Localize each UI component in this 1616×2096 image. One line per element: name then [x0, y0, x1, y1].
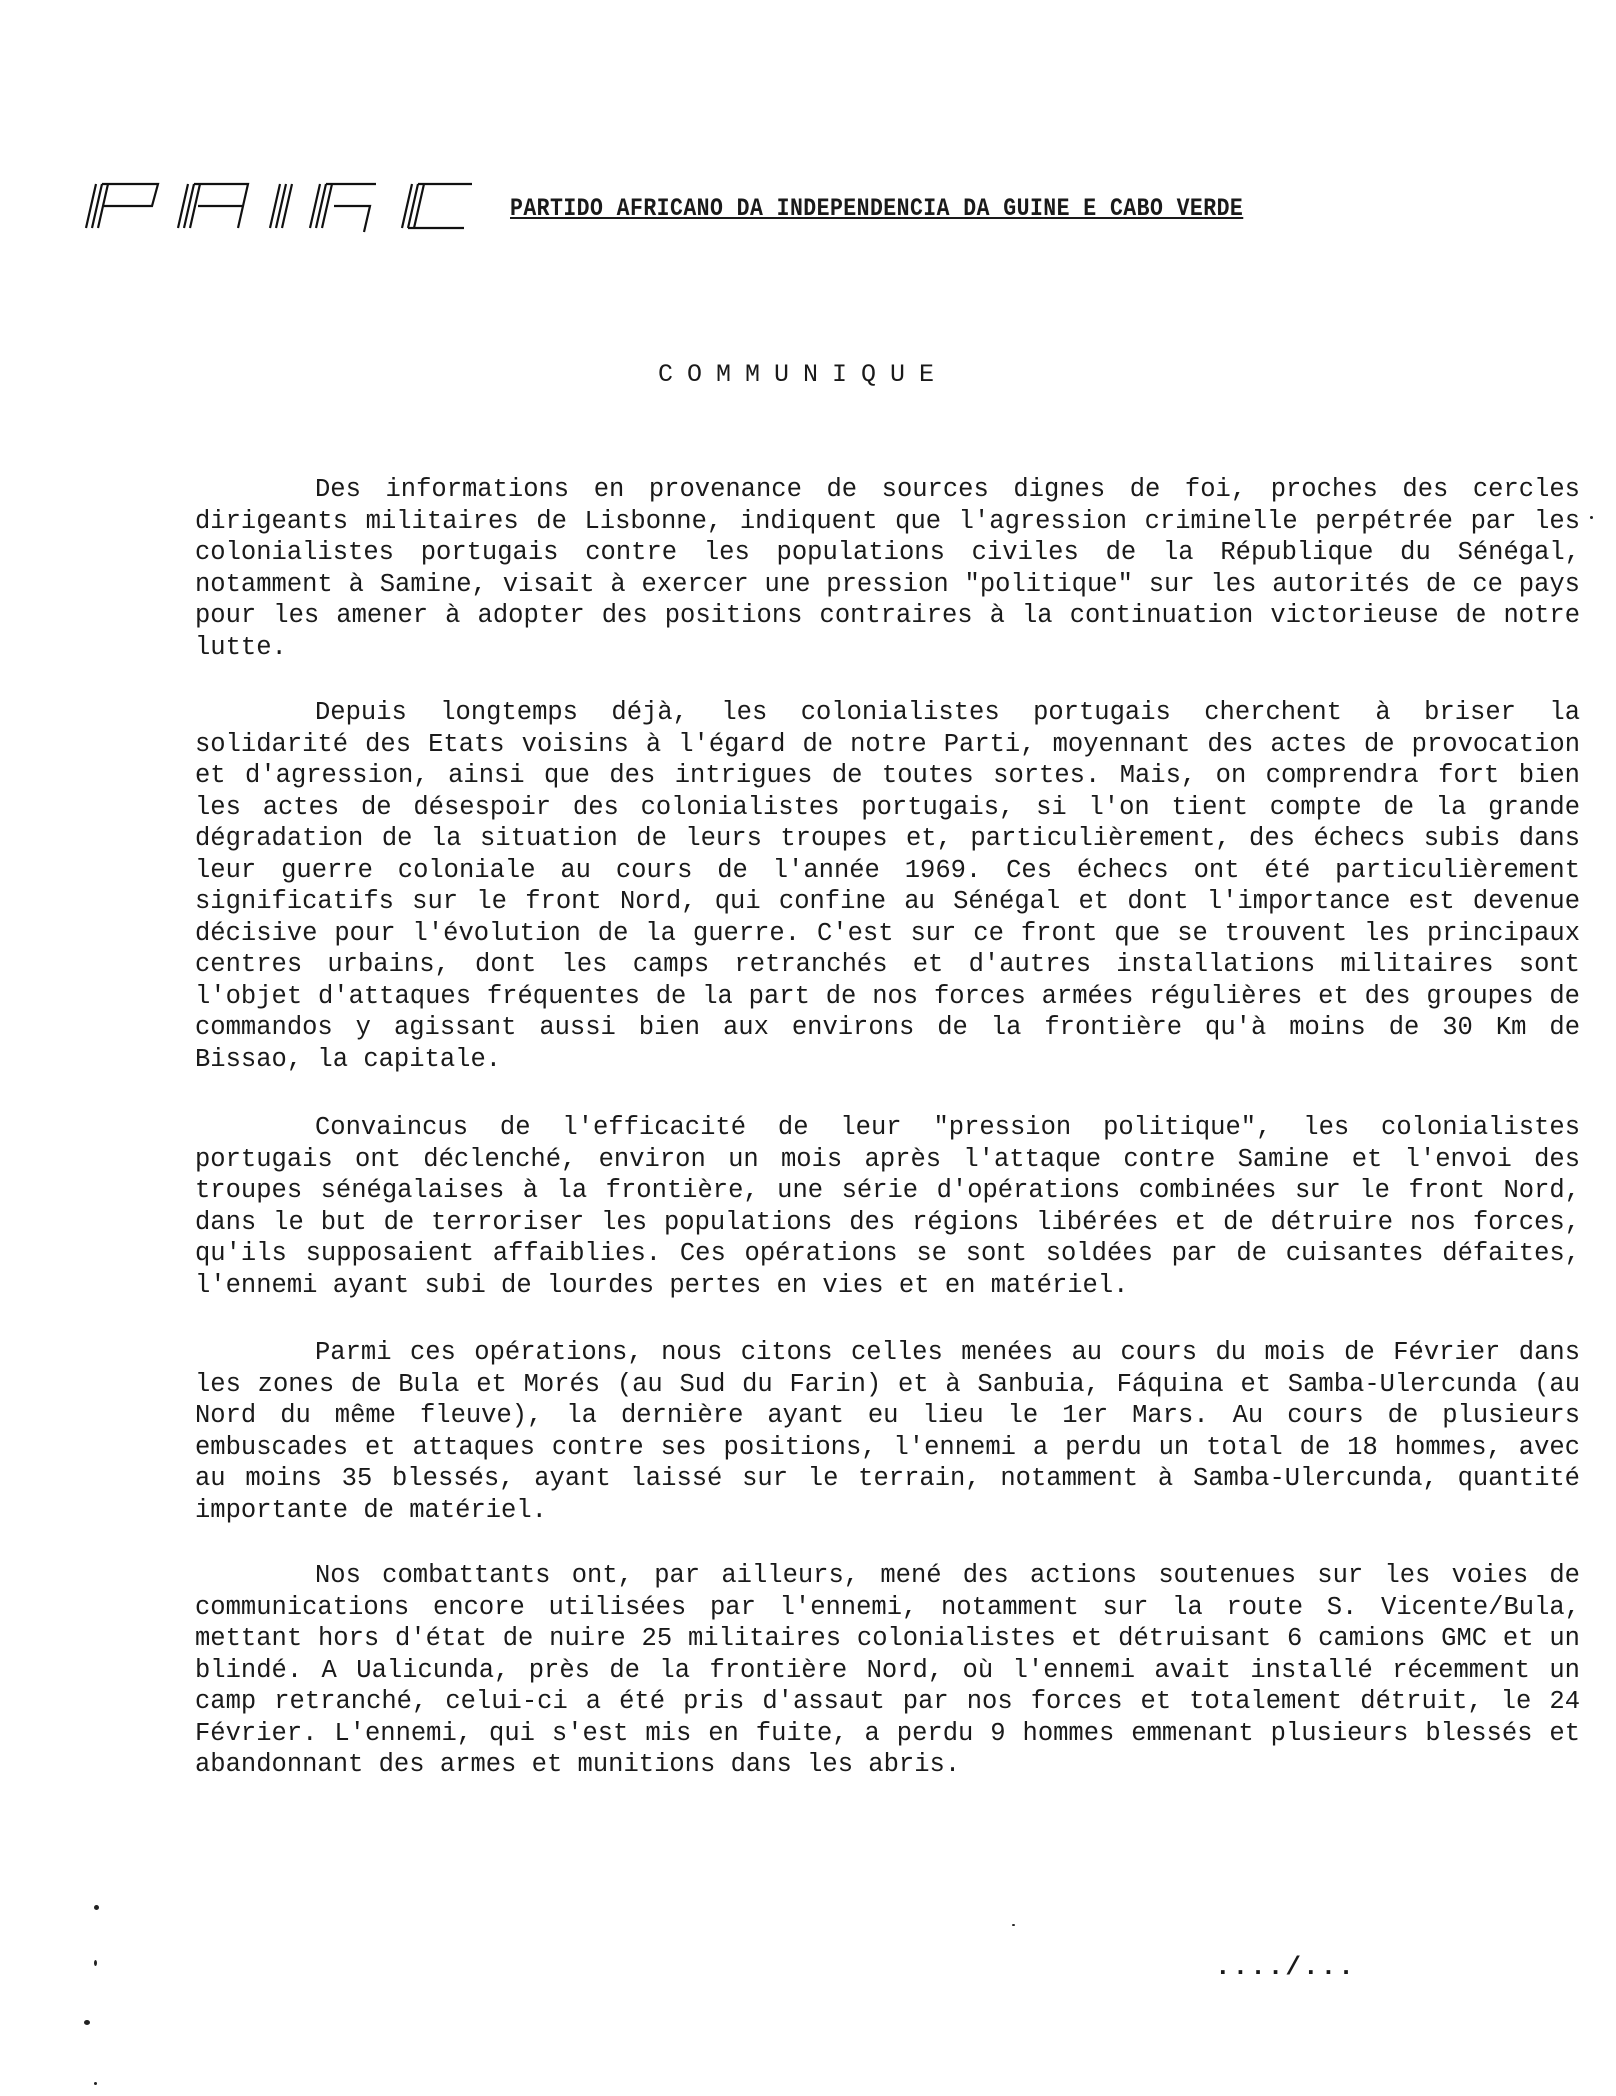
communique-body [195, 474, 1580, 1818]
paragraph-2: Depuis longtemps déjà, les colonialistes portugais cherchent à briser la solidarité des Etats voisins à l'égard de notre Parti, moyennant des actes de provocation et d'agression, ainsi que des intrigues de toutes sortes. Mais, on comprendra fort bien les actes de désespoir des colonialistes portugais, si l'on tient compte de la grande dégradation de la situation de leurs troupes et, particulièrement, des échecs subis dans leur guerre coloniale au cours de l'année 1969. Ces échecs ont été particulièrement significatifs sur le front Nord, qui confine au Sénégal et dont l'importance est devenue décisive pour l'évolution de la guerre. C'est sur ce front que se trouvent les principaux centres urbains, dont les camps retranchés et d'autres installations militaires sont l'objet d'attaques fréquentes de la part de nos forces armées régulières et des groupes de commandos y agissant aussi bien aux environs de la frontière qu'à moins de 30 Km de Bissao, la capitale. [195, 698, 1580, 1074]
paragraph-5: Nos combattants ont, par ailleurs, mené des actions soutenues sur les voies de communications encore utilisées par l'ennemi, notamment sur la route S. Vicente/Bula, mettant hors d'état de nuire 25 militaires colonialistes et détruisant 6 camions GMC et un blindé. A Ualicunda, près de la frontière Nord, où l'ennemi avait installé récemment un camp retranché, celui-ci a été pris d'assaut par nos forces et totalement détruit, le 24 Février. L'ennemi, qui s'est mis en fuite, a perdu 9 hommes emmenant plusieurs blessés et abandonnant des armes et munitions dans les abris. [195, 1561, 1580, 1779]
paragraph-1: Des informations en provenance de sources dignes de foi, proches des cercles dirigeants militaires de Lisbonne, indiquent que l'agression criminelle perpétrée par les colonialistes portugais contre les populations civiles de la République du Sénégal, notamment à Samine, visait à exercer une pression "politique" sur les autorités de ce pays pour les amener à adopter des positions contraires à la continuation victorieuse de notre lutte. [195, 475, 1580, 662]
paragraph-4: Parmi ces opérations, nous citons celles menées au cours du mois de Février dans les zones de Bula et Morés (au Sud du Farin) et à Sanbuia, Fáquina et Samba-Ulercunda (au Nord du même fleuve), la dernière ayant eu lieu le 1er Mars. Au cours de plusieurs embuscades et attaques contre ses positions, l'ennemi a perdu un total de 18 hommes, avec au moins 35 blessés, ayant laissé sur le terrain, notamment à Samba-Ulercunda, quantité importante de matériel. [195, 1338, 1580, 1525]
party-name: PARTIDO AFRICANO DA INDEPENDENCIA DA GUINE E CABO VERDE [510, 194, 1244, 223]
paigc-logo [80, 176, 480, 236]
paragraph-3: Convaincus de l'efficacité de leur "pression politique", les colonialistes portugais ont déclenché, environ un mois après l'attaque contre Samine et l'envoi des troupes sénégalaises à la frontière, une série d'opérations combinées sur le front Nord, dans le but de terroriser les populations des régions libérées et de détruire nos forces, qu'ils supposaient affaiblies. Ces opérations se sont soldées par de cuisantes défaites, l'ennemi ayant subi de lourdes pertes en vies et en matériel. [195, 1113, 1580, 1300]
document-title-text: COMMUNIQUE [657, 360, 949, 389]
continuation-mark: ..../... [1215, 1952, 1356, 1982]
letterhead [80, 176, 1400, 236]
document-title [0, 360, 1616, 389]
